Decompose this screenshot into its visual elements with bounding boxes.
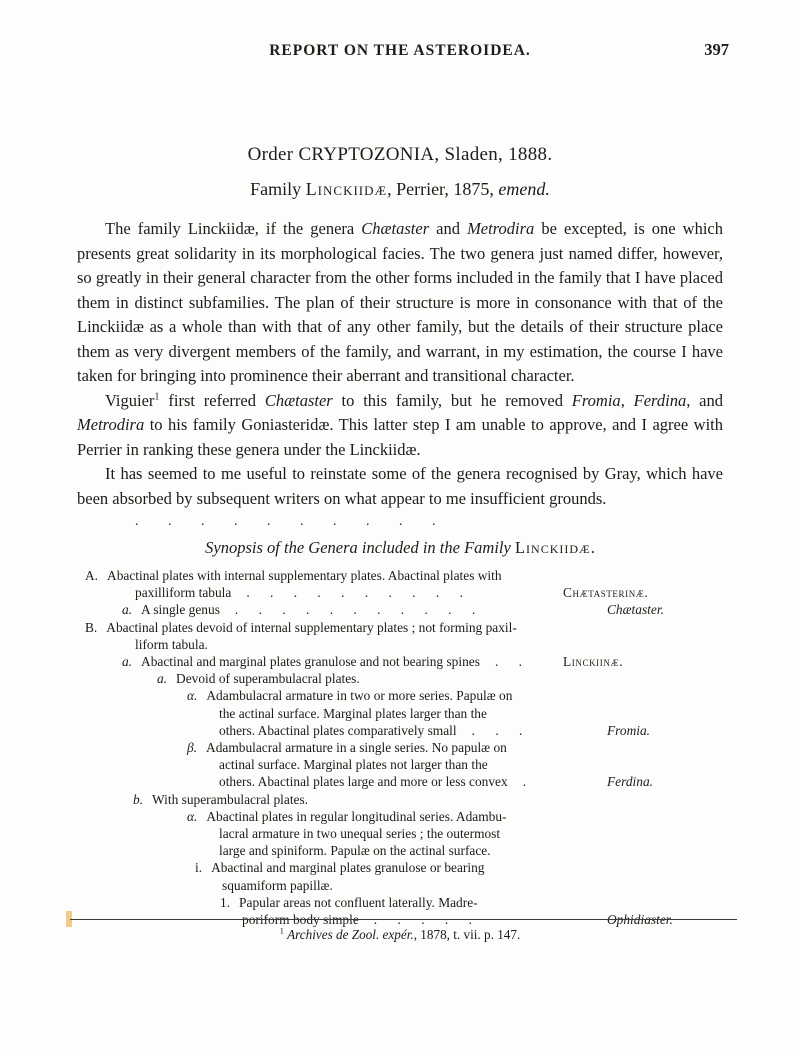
synopsis-text: large and spiniform. Papulæ on the actinal surface. xyxy=(219,843,491,859)
page-number: 397 xyxy=(704,40,729,59)
synopsis-line xyxy=(77,808,723,825)
synopsis-line xyxy=(77,567,723,584)
outline-marker: i. xyxy=(195,860,203,876)
ellipsis-dots-row: . . . . . . . . . . xyxy=(135,514,436,529)
outline-marker: α. xyxy=(187,688,198,704)
synopsis-text: With superambulacral plates. xyxy=(152,791,309,807)
outline-marker: 1. xyxy=(220,894,231,910)
dot-leader: . . . . . . . . . . . xyxy=(234,602,476,618)
text-segment: Chætaster xyxy=(264,390,333,410)
outline-marker: A. xyxy=(85,568,99,583)
synopsis-text: liform tabula. xyxy=(135,636,208,652)
synopsis-text: squamiform papillæ. xyxy=(222,877,333,893)
synopsis-line xyxy=(77,739,723,756)
taxon-label: Ophidiaster. xyxy=(607,912,673,928)
synopsis-line xyxy=(77,705,723,722)
taxon-label: Linckiinæ. xyxy=(563,654,624,670)
outline-marker: b. xyxy=(133,791,144,807)
text-segment: , and xyxy=(686,390,723,410)
text-segment: Archives de Zool. expér. xyxy=(287,927,414,942)
outline-marker: a. xyxy=(157,671,168,687)
outline-marker: β. xyxy=(187,740,198,756)
synopsis-line xyxy=(77,756,723,773)
text-segment: Metrodira xyxy=(77,415,145,434)
text-segment: It has seemed to me useful to reinstate some of the genera recognised by Gray, which have been absorbed by subsequent writers on what appear to me insufficient grounds. xyxy=(77,464,723,508)
text-segment: , xyxy=(620,390,634,410)
synopsis-line xyxy=(77,601,723,618)
synopsis-line xyxy=(77,877,723,894)
synopsis-text: Abactinal plates with internal supplementary plates. Abactinal plates with xyxy=(107,568,502,583)
synopsis-line xyxy=(77,584,723,601)
body-paragraphs xyxy=(77,217,723,511)
text-segment: , 1878, t. vii. p. 147. xyxy=(413,927,521,942)
text-segment: and xyxy=(429,219,468,238)
dot-leader: . . xyxy=(494,654,522,670)
synopsis-line xyxy=(77,619,723,636)
text-segment: emend. xyxy=(498,179,550,199)
text-segment: Fromia xyxy=(571,390,621,410)
text-segment: Metrodira xyxy=(467,219,535,238)
text-segment: to his family Goniasteridæ. This latter step I am unable to approve, and I agree with Perrier in ranking these genera under the Linckiidæ. xyxy=(77,415,723,459)
taxon-label: Chætaster. xyxy=(607,602,664,618)
text-segment: Ferdina xyxy=(633,390,687,410)
synopsis-line xyxy=(77,687,723,704)
synopsis-text: Papular areas not confluent laterally. Madre- xyxy=(239,894,478,910)
synopsis-line xyxy=(77,773,723,790)
synopsis-line xyxy=(77,842,723,859)
text-segment: be excepted, is one which presents great solidarity in its morphological facies. The two genera just named differ, however, so greatly in their general character from the other forms included in the family that I have placed them in distinct subfamilies. The plan of their structure is more in consonance with that of the Linckiidæ as a whole than with that of any other family, but the details of their structure place them as very divergent members of the family, and warrant, in my estimation, the course I have taken for bringing into prominence their aberrant and transitional character. xyxy=(77,219,724,385)
text-segment: Linckiidæ xyxy=(305,179,388,199)
synopsis-text: others. Abactinal plates large and more or less convex xyxy=(219,774,508,790)
synopsis-line xyxy=(77,791,723,808)
synopsis-text: poriform body simple xyxy=(242,912,359,928)
taxon-label: Fromia. xyxy=(607,722,651,738)
text-segment: , Perrier, 1875, xyxy=(387,179,499,199)
synopsis-text: Abactinal and marginal plates granulose and not bearing spines xyxy=(141,654,480,670)
outline-marker: B. xyxy=(85,619,98,635)
text-segment: Family xyxy=(250,179,306,199)
outline-marker: a. xyxy=(122,654,133,670)
running-title: REPORT ON THE ASTEROIDEA. xyxy=(269,42,531,59)
synopsis-text: lacral armature in two unequal series ; the outermost xyxy=(219,826,501,842)
order-title: Order CRYPTOZONIA, Sladen, 1888. xyxy=(247,144,553,165)
synopsis-text: others. Abactinal plates comparatively small xyxy=(219,722,457,738)
text-segment: 1 xyxy=(154,391,160,402)
synopsis-line xyxy=(77,636,723,653)
paragraph xyxy=(77,389,723,463)
paragraph xyxy=(77,462,723,511)
outline-marker: a. xyxy=(122,602,133,618)
synopsis-title xyxy=(77,538,723,558)
synopsis-line xyxy=(77,894,723,911)
dot-leader: . . . xyxy=(471,722,523,738)
synopsis-text: Abactinal plates devoid of internal supplementary plates ; not forming paxil- xyxy=(106,619,517,635)
dot-leader: . . . . . . . . . . xyxy=(246,585,463,601)
synopsis-line xyxy=(77,859,723,876)
synopsis-text: Adambulacral armature in two or more series. Papulæ on xyxy=(206,688,513,704)
synopsis-text: Devoid of superambulacral plates. xyxy=(176,671,360,687)
text-segment: Synopsis of the Genera included in the Family xyxy=(205,538,515,557)
dot-leader: . . . . . xyxy=(373,912,472,928)
text-segment: first referred xyxy=(159,390,265,410)
footnote-rule xyxy=(70,919,737,920)
synopsis-outline xyxy=(77,567,723,928)
synopsis-text: the actinal surface. Marginal plates larger than the xyxy=(219,705,487,721)
text-segment: Chætaster xyxy=(361,219,430,238)
synopsis-text: actinal surface. Marginal plates not larger than the xyxy=(219,757,488,773)
text-segment: Linckiidæ xyxy=(514,538,591,557)
synopsis-text: A single genus xyxy=(141,602,220,618)
text-segment: . xyxy=(590,538,595,557)
synopsis-text: Adambulacral armature in a single series. No papulæ on xyxy=(206,740,507,756)
family-title xyxy=(77,179,723,200)
synopsis-line xyxy=(77,722,723,739)
paragraph xyxy=(77,217,723,389)
synopsis-line xyxy=(77,653,723,670)
synopsis-line xyxy=(77,825,723,842)
synopsis-line xyxy=(77,670,723,687)
outline-marker: α. xyxy=(187,808,198,824)
taxon-label: Chætasterinæ. xyxy=(563,585,649,601)
synopsis-text: Abactinal plates in regular longitudinal series. Adambu- xyxy=(206,808,507,824)
dot-leader: . xyxy=(522,774,527,790)
text-segment: The family Linckiidæ, if the genera xyxy=(105,219,362,238)
text-segment: Viguier xyxy=(105,390,155,410)
text-segment: to this family, but he removed xyxy=(332,390,572,410)
footnote xyxy=(0,927,800,943)
synopsis-text: Abactinal and marginal plates granulose or bearing xyxy=(211,860,485,876)
running-head xyxy=(77,40,729,64)
synopsis-text: paxilliform tabula xyxy=(135,585,232,601)
text-segment: 1 xyxy=(279,926,284,936)
taxon-label: Ferdina. xyxy=(607,774,653,790)
